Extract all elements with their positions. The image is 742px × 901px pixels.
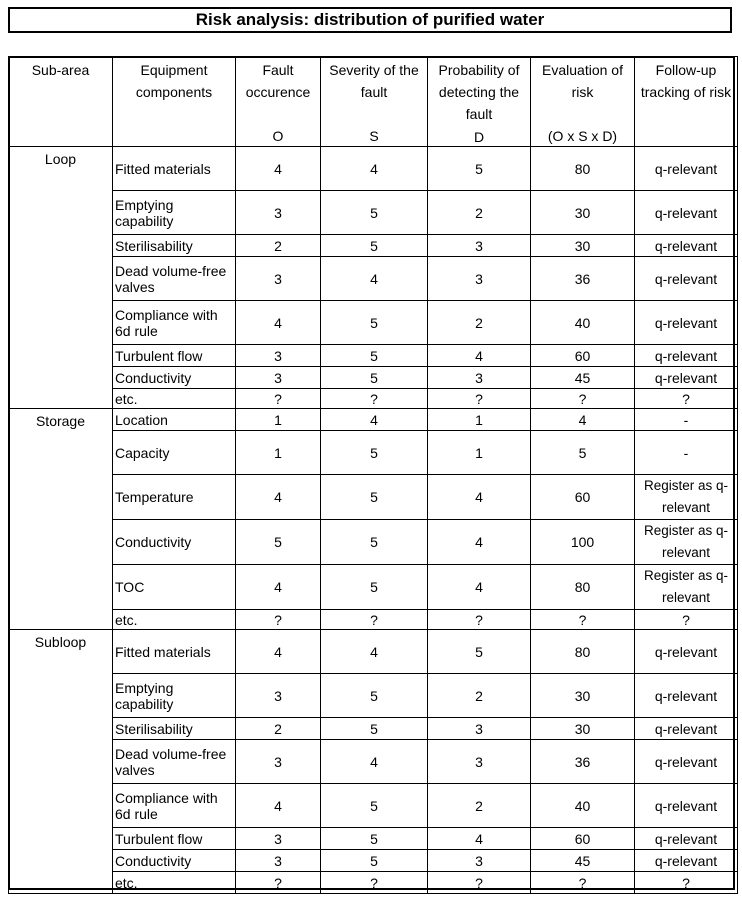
severity-cell: 4 [321, 147, 428, 191]
table-frame [8, 56, 735, 890]
risk-cell: 40 [531, 784, 635, 828]
component-cell: etc. [113, 389, 236, 409]
follow-up-cell: q-relevant [635, 630, 738, 674]
severity-cell: 5 [321, 235, 428, 257]
fault-cell: 1 [236, 409, 321, 431]
fault-cell: 3 [236, 345, 321, 367]
probability-cell: 1 [428, 431, 531, 475]
header-severity: Severity of the fault S [321, 57, 428, 147]
follow-up-cell: q-relevant [635, 301, 738, 345]
probability-cell: 3 [428, 257, 531, 301]
severity-cell: 4 [321, 409, 428, 431]
follow-up-cell: ? [635, 389, 738, 409]
severity-cell: 5 [321, 718, 428, 740]
fault-cell: ? [236, 872, 321, 894]
document-title: Risk analysis: distribution of purified water [8, 7, 732, 33]
risk-cell: 45 [531, 367, 635, 389]
probability-cell: 4 [428, 345, 531, 367]
component-cell: Dead volume-free valves [113, 257, 236, 301]
severity-cell: 4 [321, 257, 428, 301]
severity-cell: 5 [321, 520, 428, 565]
header-evaluation: Evaluation of risk (O x S x D) [531, 57, 635, 147]
component-cell: Conductivity [113, 850, 236, 872]
follow-up-cell: ? [635, 872, 738, 894]
probability-cell: 5 [428, 630, 531, 674]
header-probability-symbol: D [473, 129, 485, 145]
header-fault: Fault occurence O [236, 57, 321, 147]
sub-area-cell: Subloop [9, 630, 113, 894]
component-cell: Capacity [113, 431, 236, 475]
fault-cell: 3 [236, 828, 321, 850]
risk-cell: 30 [531, 235, 635, 257]
probability-cell: 2 [428, 301, 531, 345]
severity-cell: 5 [321, 565, 428, 610]
component-cell: Conductivity [113, 520, 236, 565]
severity-cell: ? [321, 389, 428, 409]
severity-cell: 5 [321, 345, 428, 367]
fault-cell: 3 [236, 191, 321, 235]
fault-cell: ? [236, 389, 321, 409]
risk-cell: 100 [531, 520, 635, 565]
component-cell: Emptying capability [113, 191, 236, 235]
follow-up-cell: q-relevant [635, 718, 738, 740]
fault-cell: 3 [236, 257, 321, 301]
probability-cell: 2 [428, 674, 531, 718]
component-cell: Compliance with 6d rule [113, 301, 236, 345]
risk-cell: 30 [531, 191, 635, 235]
severity-cell: 5 [321, 674, 428, 718]
risk-cell: 36 [531, 257, 635, 301]
component-cell: etc. [113, 610, 236, 630]
follow-up-cell: ? [635, 610, 738, 630]
follow-up-cell: Register as q-relevant [635, 475, 738, 520]
sub-area-cell: Loop [9, 147, 113, 409]
severity-cell: 4 [321, 630, 428, 674]
severity-cell: ? [321, 610, 428, 630]
component-cell: Conductivity [113, 367, 236, 389]
component-cell: Turbulent flow [113, 828, 236, 850]
probability-cell: ? [428, 389, 531, 409]
fault-cell: 4 [236, 565, 321, 610]
risk-cell: 5 [531, 431, 635, 475]
fault-cell: 5 [236, 520, 321, 565]
probability-cell: 2 [428, 191, 531, 235]
risk-cell: 40 [531, 301, 635, 345]
header-equipment: Equipment components [113, 57, 236, 147]
fault-cell: 3 [236, 740, 321, 784]
header-follow-up: Follow-up tracking of risk [635, 57, 738, 147]
severity-cell: 5 [321, 475, 428, 520]
probability-cell: 3 [428, 718, 531, 740]
fault-cell: 1 [236, 431, 321, 475]
follow-up-cell: q-relevant [635, 257, 738, 301]
probability-cell: 4 [428, 475, 531, 520]
severity-cell: 5 [321, 828, 428, 850]
risk-cell: 80 [531, 147, 635, 191]
severity-cell: 5 [321, 301, 428, 345]
probability-cell: ? [428, 872, 531, 894]
risk-cell: ? [531, 389, 635, 409]
probability-cell: 3 [428, 367, 531, 389]
risk-cell: 36 [531, 740, 635, 784]
fault-cell: ? [236, 610, 321, 630]
sub-area-cell: Storage [9, 409, 113, 630]
probability-cell: 3 [428, 850, 531, 872]
component-cell: Location [113, 409, 236, 431]
fault-cell: 2 [236, 718, 321, 740]
fault-cell: 3 [236, 850, 321, 872]
follow-up-cell: q-relevant [635, 850, 738, 872]
component-cell: Turbulent flow [113, 345, 236, 367]
follow-up-cell: q-relevant [635, 367, 738, 389]
severity-cell: 5 [321, 850, 428, 872]
component-cell: Sterilisability [113, 235, 236, 257]
follow-up-cell: Register as q-relevant [635, 520, 738, 565]
severity-cell: 5 [321, 191, 428, 235]
severity-cell: 5 [321, 431, 428, 475]
component-cell: Fitted materials [113, 147, 236, 191]
fault-cell: 4 [236, 147, 321, 191]
header-fault-symbol: O [272, 128, 284, 144]
probability-cell: 3 [428, 740, 531, 784]
follow-up-cell: Register as q-relevant [635, 565, 738, 610]
header-severity-symbol: S [369, 128, 379, 144]
follow-up-cell: q-relevant [635, 191, 738, 235]
severity-cell: 5 [321, 784, 428, 828]
risk-cell: ? [531, 872, 635, 894]
component-cell: etc. [113, 872, 236, 894]
follow-up-cell: - [635, 409, 738, 431]
risk-cell: 60 [531, 475, 635, 520]
follow-up-cell: q-relevant [635, 147, 738, 191]
follow-up-cell: q-relevant [635, 345, 738, 367]
follow-up-cell: q-relevant [635, 674, 738, 718]
severity-cell: ? [321, 872, 428, 894]
follow-up-cell: q-relevant [635, 784, 738, 828]
probability-cell: 2 [428, 784, 531, 828]
fault-cell: 4 [236, 475, 321, 520]
fault-cell: 3 [236, 367, 321, 389]
risk-cell: 4 [531, 409, 635, 431]
fault-cell: 3 [236, 674, 321, 718]
follow-up-cell: - [635, 431, 738, 475]
risk-cell: 30 [531, 718, 635, 740]
risk-cell: 60 [531, 828, 635, 850]
component-cell: Emptying capability [113, 674, 236, 718]
component-cell: Compliance with 6d rule [113, 784, 236, 828]
follow-up-cell: q-relevant [635, 740, 738, 784]
fault-cell: 4 [236, 784, 321, 828]
component-cell: Dead volume-free valves [113, 740, 236, 784]
probability-cell: 5 [428, 147, 531, 191]
severity-cell: 4 [321, 740, 428, 784]
risk-cell: ? [531, 610, 635, 630]
severity-cell: 5 [321, 367, 428, 389]
header-sub-area: Sub-area [9, 57, 113, 147]
risk-cell: 80 [531, 630, 635, 674]
risk-cell: 80 [531, 565, 635, 610]
component-cell: Sterilisability [113, 718, 236, 740]
risk-cell: 60 [531, 345, 635, 367]
fault-cell: 4 [236, 301, 321, 345]
component-cell: TOC [113, 565, 236, 610]
probability-cell: 4 [428, 828, 531, 850]
probability-cell: 1 [428, 409, 531, 431]
probability-cell: ? [428, 610, 531, 630]
follow-up-cell: q-relevant [635, 235, 738, 257]
risk-cell: 45 [531, 850, 635, 872]
risk-cell: 30 [531, 674, 635, 718]
probability-cell: 4 [428, 520, 531, 565]
component-cell: Fitted materials [113, 630, 236, 674]
fault-cell: 4 [236, 630, 321, 674]
follow-up-cell: q-relevant [635, 828, 738, 850]
probability-cell: 3 [428, 235, 531, 257]
header-probability: Probability of detecting the fault D [428, 57, 531, 147]
probability-cell: 4 [428, 565, 531, 610]
component-cell: Temperature [113, 475, 236, 520]
fault-cell: 2 [236, 235, 321, 257]
header-evaluation-symbol: (O x S x D) [547, 128, 618, 144]
